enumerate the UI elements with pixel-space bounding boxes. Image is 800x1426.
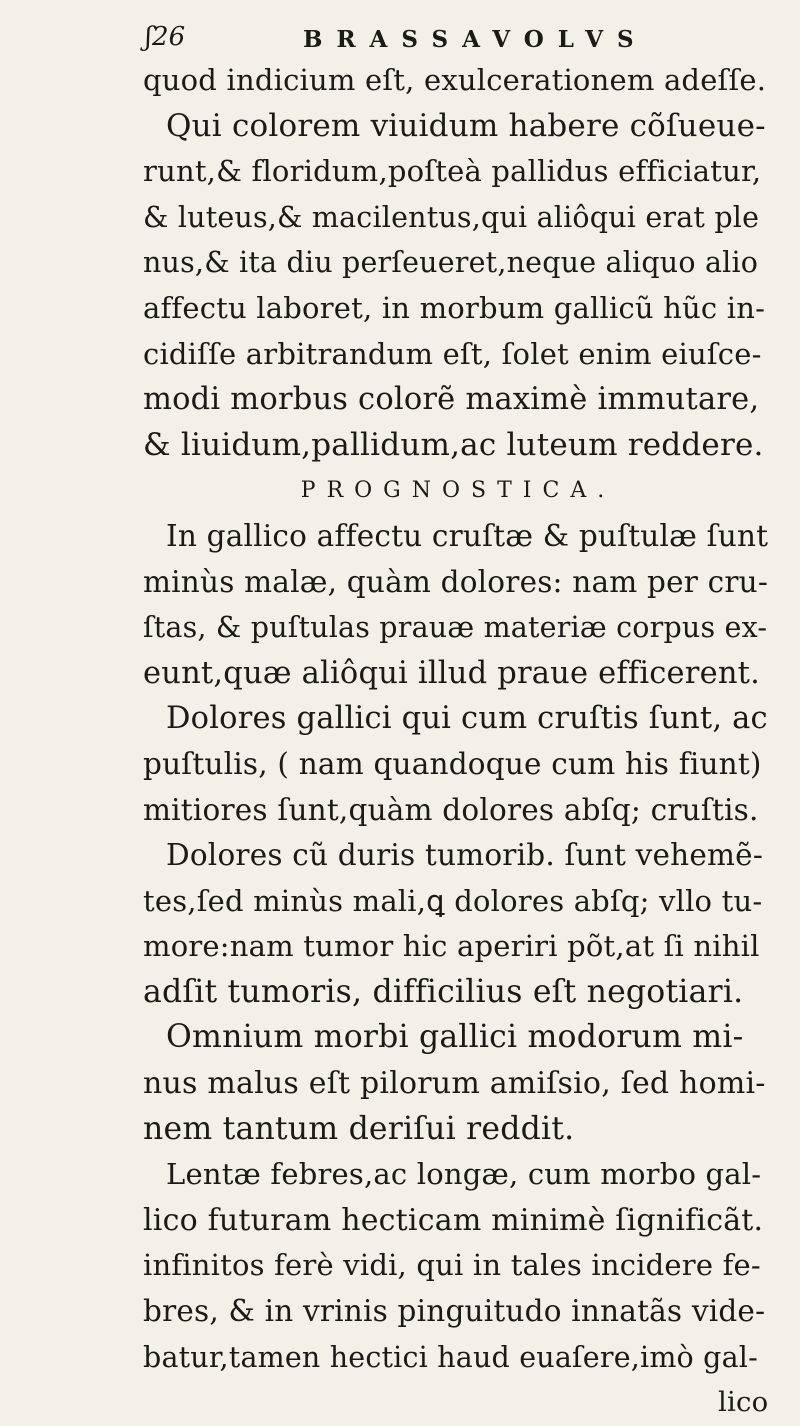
text-line: & luteus,& macilentus,qui aliôqui erat ple bbox=[143, 200, 760, 234]
text-block bbox=[143, 58, 769, 1426]
text-line: more:nam tumor hic aperiri põt,at ſi nihil bbox=[143, 929, 760, 964]
text-line: batur,tamen hectici haud euaſere,imò gal- bbox=[143, 1340, 758, 1374]
text-line: lico futuram hecticam minimè ſignificãt. bbox=[143, 1202, 764, 1238]
text-line: Dolores gallici qui cum cruſtis ſunt, ac bbox=[166, 701, 768, 737]
text-line: eunt,quæ aliôqui illud praue efficerent. bbox=[143, 655, 761, 691]
text-line: nus,& ita diu perſeueret,neque aliquo alio bbox=[143, 246, 759, 280]
running-head bbox=[145, 20, 665, 56]
section-heading: PROGNOSTICA. bbox=[300, 478, 616, 504]
text-line: nem tantum deriſui reddit. bbox=[143, 1110, 575, 1147]
text-line: & liuidum,pallidum,ac luteum reddere. bbox=[143, 426, 764, 463]
text-line: cidiſſe arbitrandum eſt, ſolet enim eiuſce- bbox=[143, 336, 762, 371]
text-line: minùs malæ, quàm dolores: nam per cru- bbox=[143, 564, 769, 599]
text-line: Qui colorem viuidum habere cõſueue- bbox=[166, 107, 766, 144]
text-line: Omnium morbi gallici modorum mi- bbox=[166, 1019, 744, 1056]
page-number: ʃ26 bbox=[145, 22, 186, 52]
text-line: adſit tumoris, difficilius eſt negotiari. bbox=[143, 973, 744, 1010]
text-line: Lentæ febres,ac longæ, cum morbo gal- bbox=[166, 1157, 762, 1192]
text-line: modi morbus colorẽ maximè immutare, bbox=[143, 382, 760, 418]
text-line: quod indicium eſt, exulcerationem adeſſe. bbox=[143, 63, 767, 97]
text-line: bres, & in vrinis pinguitudo innatãs vide- bbox=[143, 1294, 766, 1329]
text-line: ſtas, & puſtulas prauæ materiæ corpus ex- bbox=[143, 611, 768, 645]
text-line: In gallico affectu cruſtæ & puſtulæ ſunt bbox=[166, 518, 769, 553]
text-line: infinitos ferè vidi, qui in tales incidere fe- bbox=[143, 1248, 761, 1283]
catchword: lico bbox=[718, 1386, 769, 1419]
text-line: puſtulis, ( nam quandoque cum his fiunt) bbox=[143, 746, 762, 781]
text-line: affectu laboret, in morbum gallicũ hũc in- bbox=[143, 290, 766, 325]
text-line: nus malus eſt pilorum amiſsio, ſed homi- bbox=[143, 1066, 766, 1102]
text-line: mitiores ſunt,quàm dolores abſq; cruſtis. bbox=[143, 792, 759, 827]
text-line: runt,& floridum,poſteà pallidus efficiatur, bbox=[143, 154, 762, 189]
text-line: tes,ſed minùs mali,ꝗ dolores abſq; vllo tu- bbox=[143, 883, 763, 918]
text-line: Dolores cũ duris tumorib. ſunt vehemẽ- bbox=[166, 838, 764, 873]
running-title: BRASSAVOLVS bbox=[303, 26, 648, 53]
